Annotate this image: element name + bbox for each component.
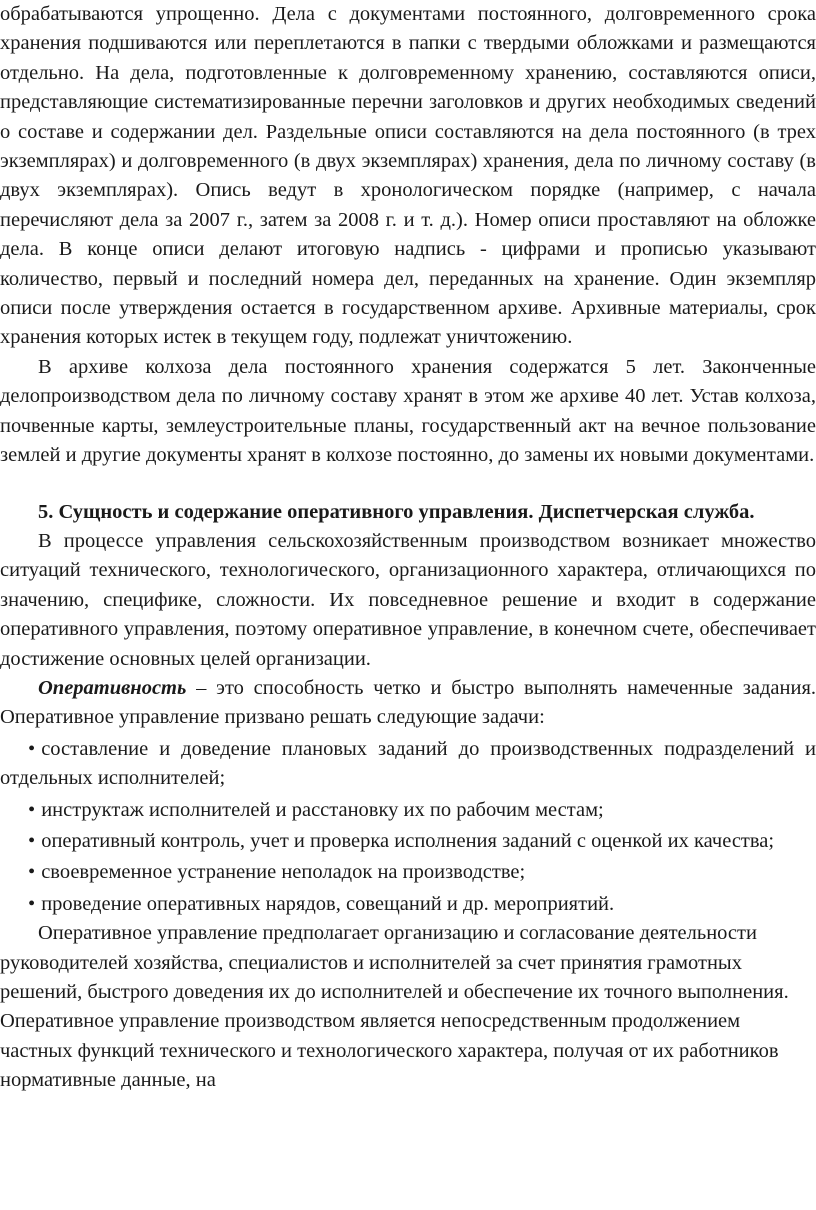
list-item: [0, 856, 816, 887]
section-heading: 5. Сущность и содержание оперативного управления. Диспетчерская служба.: [38, 500, 755, 523]
bullet-icon: •: [28, 861, 36, 884]
list-item-text: инструктаж исполнителей и расстановку их по рабочим местам;: [41, 798, 604, 821]
paragraph-archive-inventory: обрабатываются упрощенно. Дела с документами постоянного, долговременного срока хранения подшиваются или переплетаются в папки с твердыми обложками и размещаются отдельно. На дела, подготовленные к долговременному хранению, составляются описи, представляющие систематизированные перечни заголовков и других необходимых сведений о составе и содержании дел. Раздельные описи составляются на дела постоянного (в трех экземплярах) и долговременного (в двух экземплярах) хранения, дела по личному составу (в двух экземплярах). Опись ведут в хронологическом порядке (например, с начала перечисляют дела за 2007 г., затем за 2008 г. и т. д.). Номер описи проставляют на обложке дела. В конце описи делают итоговую надпись - цифрами и прописью указывают количество, первый и последний номера дел, переданных на хранение. Один экземпляр описи после утверждения остается в государственном архиве. Архивные материалы, срок хранения которых истек в текущем году, подлежат уничтожению.: [0, 3, 816, 349]
list-item: [0, 733, 816, 794]
paragraph-operational-management: В процессе управления сельскохозяйственным производством возникает множество ситуаций технического, технологического, организационного характера, отличающихся по значению, специфике, сложности. Их повседневное решение и входит в содержание оперативного управления, поэтому оперативное управление, в конечном счете, обеспечивает достижение основных целей организации.: [0, 529, 816, 670]
bullet-icon: •: [28, 737, 36, 760]
list-item: [0, 888, 816, 919]
paragraph-operational-management-continued: Оперативное управление предполагает организацию и согласование деятельности руководителей хозяйства, специалистов и исполнителей за счет принятия грамотных решений, быстрого доведения их до исполнителей и обеспечение их точного выполнения. Оперативное управление производством является непосредственным продолжением частных функций технического и технологического характера, получая от их работников нормативные данные, на: [0, 922, 789, 1092]
bullet-icon: •: [28, 829, 36, 852]
term-operativeness: Оперативность: [38, 676, 187, 699]
paragraph-kolkhoz-archive: В архиве колхоза дела постоянного хранения содержатся 5 лет. Законченные делопроизводством дела по личному составу хранят в этом же архиве 40 лет. Устав колхоза, почвенные карты, землеустроительные планы, государственный акт на вечное пользование землей и другие документы хранят в колхозе постоянно, до замены их новыми документами.: [0, 355, 816, 467]
list-item: [0, 825, 816, 856]
list-item-text: своевременное устранение неполадок на производстве;: [41, 861, 526, 884]
definition-text: – это способность четко и быстро выполнять намеченные задания. Оперативное управление призвано решать следующие задачи:: [0, 676, 816, 729]
bullet-icon: •: [28, 892, 36, 915]
paragraph-operativeness-definition: [0, 674, 816, 733]
list-item-text: составление и доведение плановых заданий до производственных подразделений и отдельных исполнителей;: [0, 737, 816, 790]
list-item-text: проведение оперативных нарядов, совещаний и др. мероприятий.: [41, 892, 615, 915]
bullet-icon: •: [28, 798, 36, 821]
list-item-text: оперативный контроль, учет и проверка исполнения заданий с оценкой их качества;: [41, 829, 775, 852]
list-item: [0, 794, 816, 825]
